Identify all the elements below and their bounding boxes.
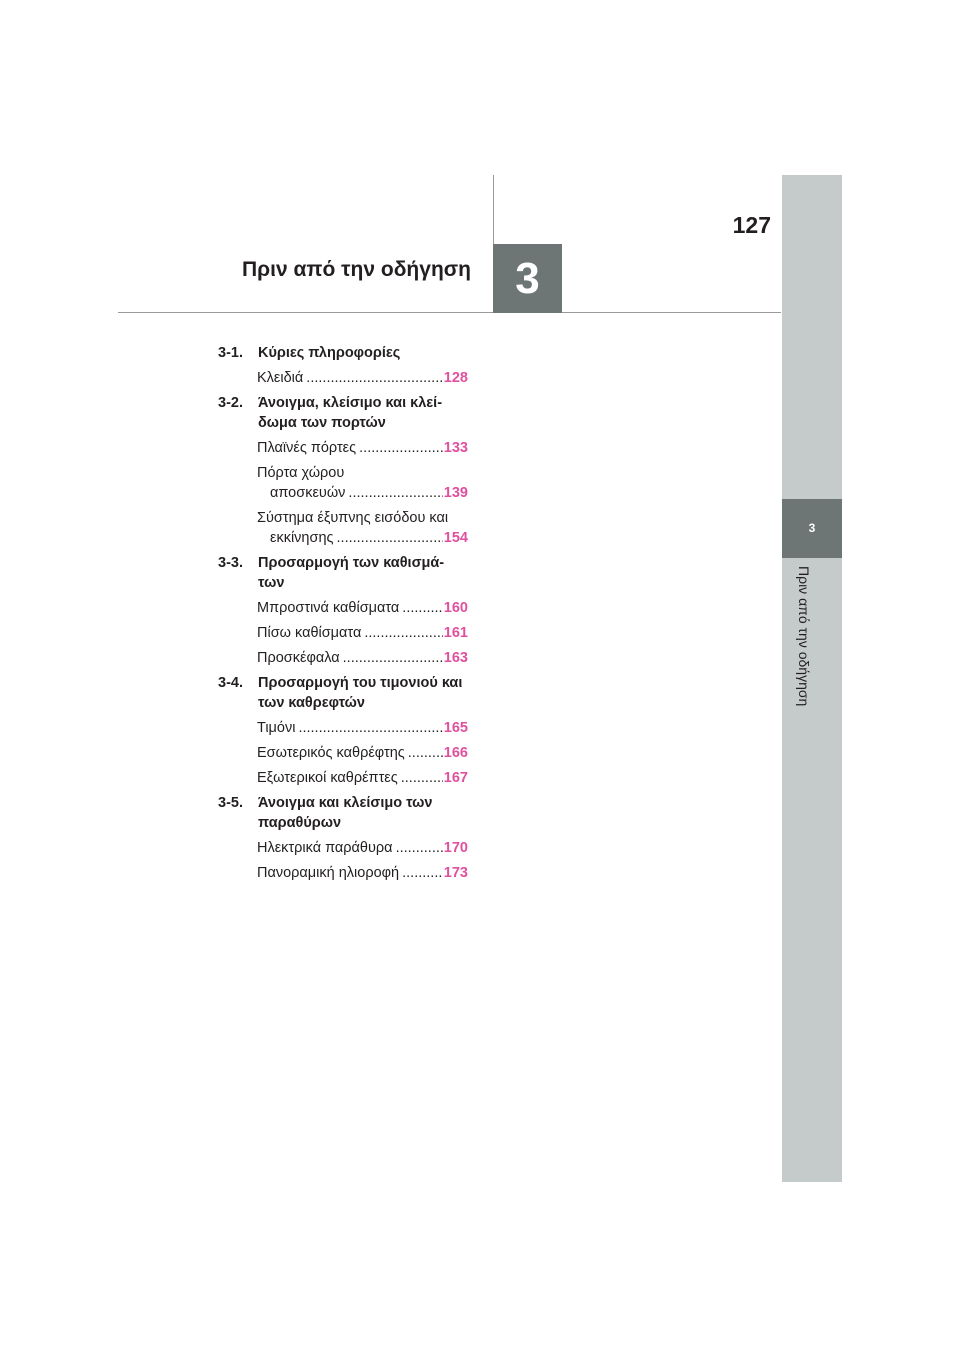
toc-section-title: Προσαρμογή του τιμονιού και των καθρεφτών: [258, 675, 463, 711]
toc-section-number: 3-1.: [218, 345, 243, 361]
toc-entry[interactable]: [218, 463, 468, 503]
toc-section-number: 3-5.: [218, 795, 243, 811]
toc-entry-row: [257, 863, 468, 883]
toc-page-link[interactable]: 170: [443, 840, 468, 856]
toc-page-link[interactable]: 133: [443, 440, 468, 456]
toc-page-link[interactable]: 163: [443, 650, 468, 666]
toc-page-link[interactable]: 161: [443, 625, 468, 641]
toc-page-link[interactable]: 165: [443, 720, 468, 736]
toc-leader-dots: [343, 648, 443, 668]
toc-entry-row: [257, 483, 468, 503]
toc-leader-dots: [348, 483, 442, 503]
toc-leader-dots: [401, 768, 443, 788]
toc-leader-dots: [337, 528, 443, 548]
toc-section-title: Κύριες πληροφορίες: [258, 345, 401, 361]
toc-section-title: Άνοιγμα και κλείσιμο των παραθύρων: [258, 795, 433, 831]
toc-page-link[interactable]: 154: [443, 530, 468, 546]
table-of-contents: [218, 343, 468, 888]
toc-page-link[interactable]: 173: [443, 865, 468, 881]
toc-entry-row: [257, 768, 468, 788]
toc-entry-row: [257, 438, 468, 458]
toc-entry[interactable]: [218, 598, 468, 618]
toc-entry-text: εκκίνησης: [270, 530, 334, 546]
toc-entry-text: Ηλεκτρικά παράθυρα: [257, 840, 393, 856]
toc-entry-text: Κλειδιά: [257, 370, 304, 386]
toc-entry-row: [257, 718, 468, 738]
toc-entry-text: Πανοραμική ηλιοροφή: [257, 865, 400, 881]
toc-page-link[interactable]: 139: [443, 485, 468, 501]
toc-entry-row: [257, 648, 468, 668]
toc-section: [218, 793, 468, 833]
toc-section-title: Προσαρμογή των καθισμά-των: [258, 555, 445, 591]
toc-entry-row: [257, 368, 468, 388]
toc-leader-dots: [306, 368, 443, 388]
toc-entry-text: Πόρτα χώρου: [257, 465, 345, 481]
toc-entry-row: [257, 598, 468, 618]
toc-entry[interactable]: [218, 508, 468, 548]
header-horizontal-rule: [118, 312, 781, 313]
toc-section: [218, 393, 468, 433]
toc-entry[interactable]: [218, 743, 468, 763]
header-vertical-rule: [493, 175, 494, 245]
toc-entry-row: [257, 838, 468, 858]
toc-entry[interactable]: [218, 718, 468, 738]
toc-entry-text: αποσκευών: [270, 485, 346, 501]
toc-entry-row: [257, 528, 468, 548]
toc-leader-dots: [396, 838, 443, 858]
toc-entry-row: [257, 623, 468, 643]
toc-page-link[interactable]: 128: [443, 370, 468, 386]
chapter-number-box: 3: [493, 244, 562, 313]
toc-entry-text: Προσκέφαλα: [257, 650, 340, 666]
toc-entry[interactable]: [218, 863, 468, 883]
toc-section-number: 3-3.: [218, 555, 243, 571]
toc-entry[interactable]: [218, 438, 468, 458]
side-tab-label: Πριν από την οδήγηση: [796, 566, 812, 707]
toc-leader-dots: [364, 623, 442, 643]
toc-leader-dots: [402, 863, 443, 883]
toc-section: [218, 553, 468, 593]
toc-entry-row: [257, 743, 468, 763]
side-tab-number[interactable]: 3: [782, 499, 842, 558]
toc-entry[interactable]: [218, 623, 468, 643]
toc-entry-text: Πίσω καθίσματα: [257, 625, 362, 641]
page-number: 127: [732, 212, 771, 238]
toc-page-link[interactable]: 166: [443, 745, 468, 761]
toc-entry-text: Σύστημα έξυπνης εισόδου και: [257, 510, 449, 526]
toc-entry-text: Εσωτερικός καθρέφτης: [257, 745, 405, 761]
toc-leader-dots: [359, 438, 443, 458]
toc-section: [218, 343, 468, 363]
toc-leader-dots: [408, 743, 443, 763]
toc-entry-text: Μπροστινά καθίσματα: [257, 600, 400, 616]
toc-leader-dots: [298, 718, 442, 738]
toc-section-title: Άνοιγμα, κλείσιμο και κλεί-δωμα των πορτών: [258, 395, 443, 431]
toc-entry[interactable]: [218, 648, 468, 668]
toc-entry[interactable]: [218, 768, 468, 788]
toc-entry-text: Πλαϊνές πόρτες: [257, 440, 357, 456]
toc-entry[interactable]: [218, 838, 468, 858]
toc-entry[interactable]: [218, 368, 468, 388]
toc-entry-text: Τιμόνι: [257, 720, 296, 736]
toc-leader-dots: [402, 598, 443, 618]
side-tab-strip: [782, 175, 842, 1182]
chapter-title: Πριν από την οδήγηση: [242, 258, 471, 281]
toc-section: [218, 673, 468, 713]
toc-page-link[interactable]: 160: [443, 600, 468, 616]
toc-entry-text: Εξωτερικοί καθρέπτες: [257, 770, 398, 786]
toc-section-number: 3-2.: [218, 395, 243, 411]
toc-page-link[interactable]: 167: [443, 770, 468, 786]
toc-section-number: 3-4.: [218, 675, 243, 691]
